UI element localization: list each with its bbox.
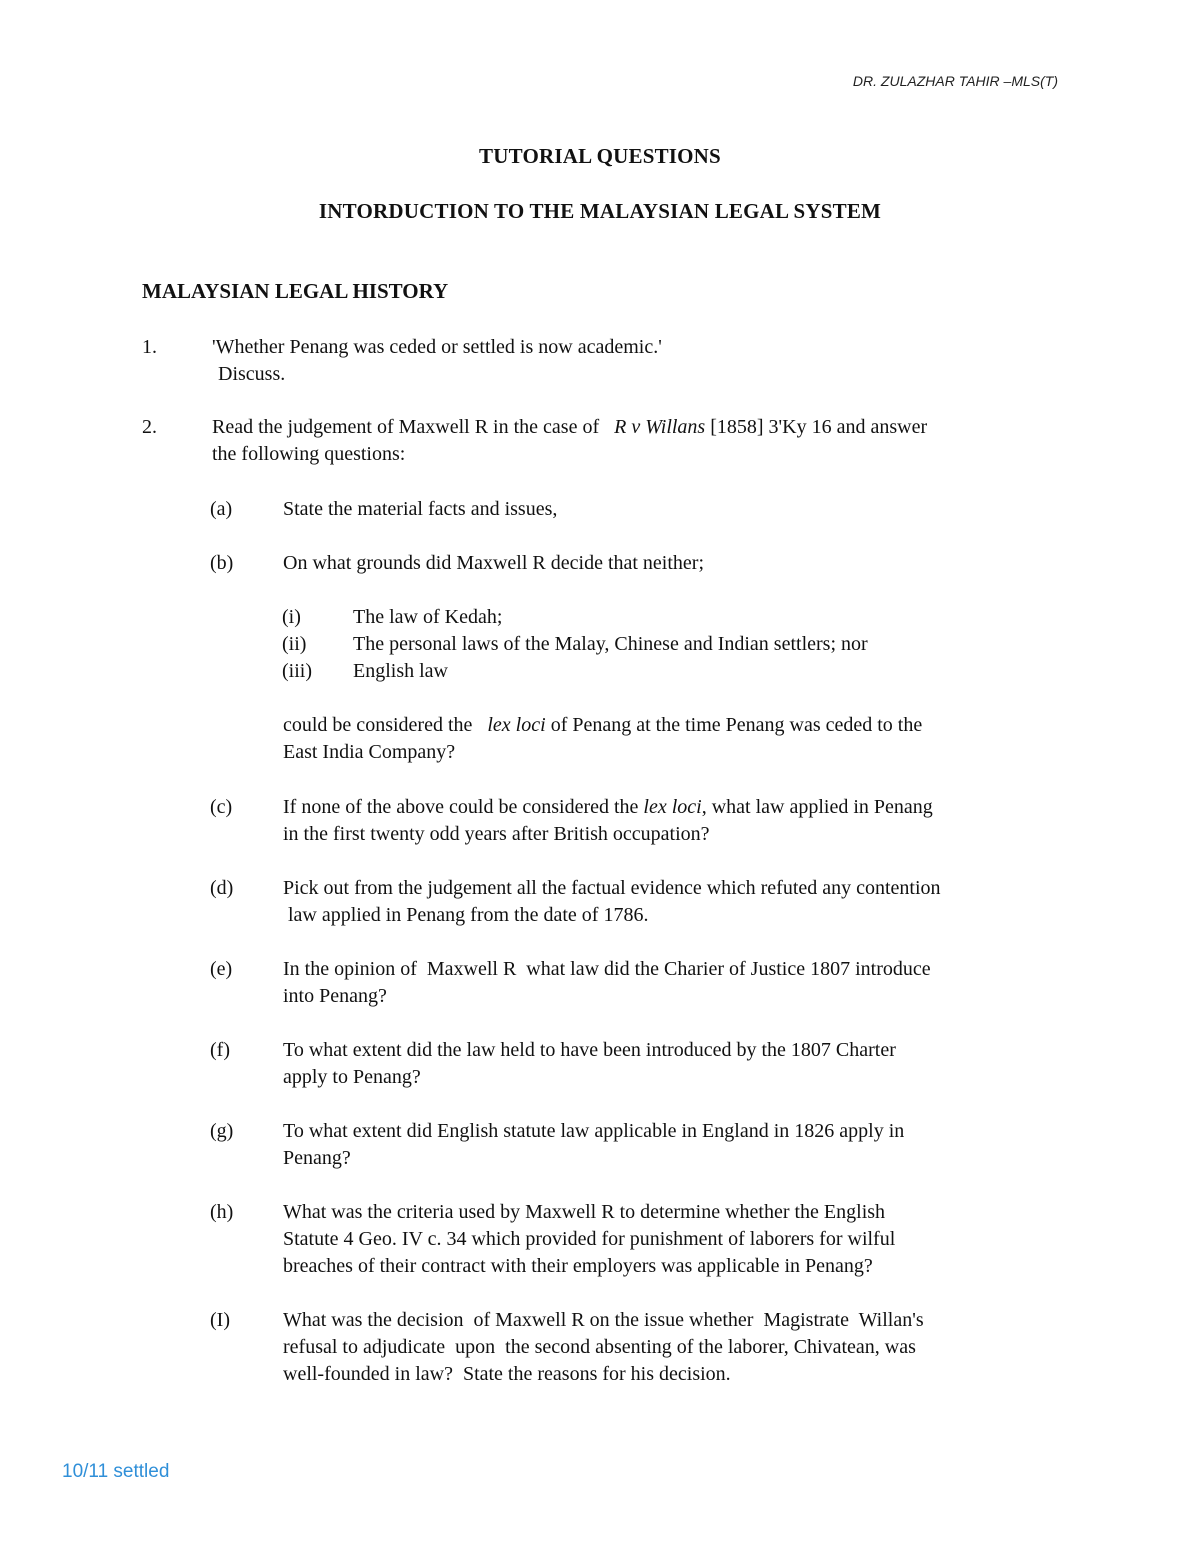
subquestion-b-text: On what grounds did Maxwell R decide that neither;	[283, 552, 705, 574]
subquestion-c-pre: If none of the above could be considered the	[283, 796, 639, 818]
question-2-intro-post: [1858] 3'Ky 16 and answer	[710, 416, 928, 438]
subquestion-e-label: (e)	[210, 958, 233, 980]
subquestion-b-label: (b)	[210, 552, 234, 574]
subquestion-i-line3: well-founded in law? State the reasons for his decision.	[283, 1363, 731, 1385]
question-1-instruction: Discuss.	[218, 363, 286, 385]
section-heading: MALAYSIAN LEGAL HISTORY	[142, 279, 449, 303]
subquestion-a-label: (a)	[210, 498, 233, 520]
list-item-iii-label: (iii)	[282, 660, 312, 682]
lex-loci-term: lex loci	[487, 714, 546, 736]
subquestion-d-label: (d)	[210, 877, 234, 899]
question-2-intro-line2: the following questions:	[212, 443, 406, 465]
list-item-i-label: (i)	[282, 606, 301, 628]
subquestion-h-line1: What was the criteria used by Maxwell R to determine whether the English	[283, 1201, 886, 1223]
subquestion-c-line2: in the first twenty odd years after British occupation?	[283, 823, 710, 845]
subquestion-c-post: , what law applied in Penang	[701, 796, 933, 818]
subquestion-g-line1: To what extent did English statute law applicable in England in 1826 apply in	[283, 1120, 905, 1142]
subquestion-b-conclusion	[283, 712, 922, 739]
subquestion-h-line2: Statute 4 Geo. IV c. 34 which provided for punishment of laborers for wilful	[283, 1228, 896, 1250]
list-item-ii-text: The personal laws of the Malay, Chinese and Indian settlers; nor	[353, 633, 868, 655]
case-name: R v Willans	[614, 416, 706, 438]
conclusion-post: of Penang at the time Penang was ceded to the	[550, 714, 923, 736]
question-2-number: 2.	[142, 416, 157, 438]
subquestion-g-label: (g)	[210, 1120, 234, 1142]
subquestion-f-label: (f)	[210, 1039, 230, 1061]
subquestion-d-line1: Pick out from the judgement all the factual evidence which refuted any contention	[283, 877, 941, 899]
conclusion-pre: could be considered the	[283, 714, 473, 736]
question-2-intro	[212, 414, 927, 441]
subquestion-c-label: (c)	[210, 796, 233, 818]
document-title: TUTORIAL QUESTIONS	[479, 144, 721, 168]
list-item-i-text: The law of Kedah;	[353, 606, 503, 628]
subquestion-d-line2: law applied in Penang from the date of 1786.	[283, 904, 649, 926]
subquestion-i-line1: What was the decision of Maxwell R on the issue whether Magistrate Willan's	[283, 1309, 924, 1331]
subquestion-b-conclusion-line2: East India Company?	[283, 741, 456, 763]
subquestion-i-label: (I)	[210, 1309, 230, 1331]
subquestion-f-line1: To what extent did the law held to have been introduced by the 1807 Charter	[283, 1039, 896, 1061]
subquestion-g-line2: Penang?	[283, 1147, 351, 1169]
footer-status-label: 10/11 settled	[62, 1461, 170, 1482]
subquestion-e-line1: In the opinion of Maxwell R what law did the Charier of Justice 1807 introduce	[283, 958, 931, 980]
question-1-text: 'Whether Penang was ceded or settled is now academic.'	[212, 336, 662, 358]
lex-loci-term-c: lex loci	[643, 796, 702, 818]
subquestion-a-text: State the material facts and issues,	[283, 498, 558, 520]
list-item-ii-label: (ii)	[282, 633, 307, 655]
question-1-number: 1.	[142, 336, 157, 358]
subquestion-e-line2: into Penang?	[283, 985, 387, 1007]
subquestion-f-line2: apply to Penang?	[283, 1066, 421, 1088]
subquestion-h-line3: breaches of their contract with their employers was applicable in Penang?	[283, 1255, 873, 1277]
subquestion-h-label: (h)	[210, 1201, 234, 1223]
question-2-intro-pre: Read the judgement of Maxwell R in the case of	[212, 416, 600, 438]
document-subtitle: INTORDUCTION TO THE MALAYSIAN LEGAL SYSTEM	[318, 199, 882, 223]
subquestion-c-line1	[283, 794, 933, 821]
header-author: DR. ZULAZHAR TAHIR –MLS(T)	[852, 73, 1058, 89]
subquestion-i-line2: refusal to adjudicate upon the second absenting of the laborer, Chivatean, was	[283, 1336, 916, 1358]
list-item-iii-text: English law	[353, 660, 448, 682]
